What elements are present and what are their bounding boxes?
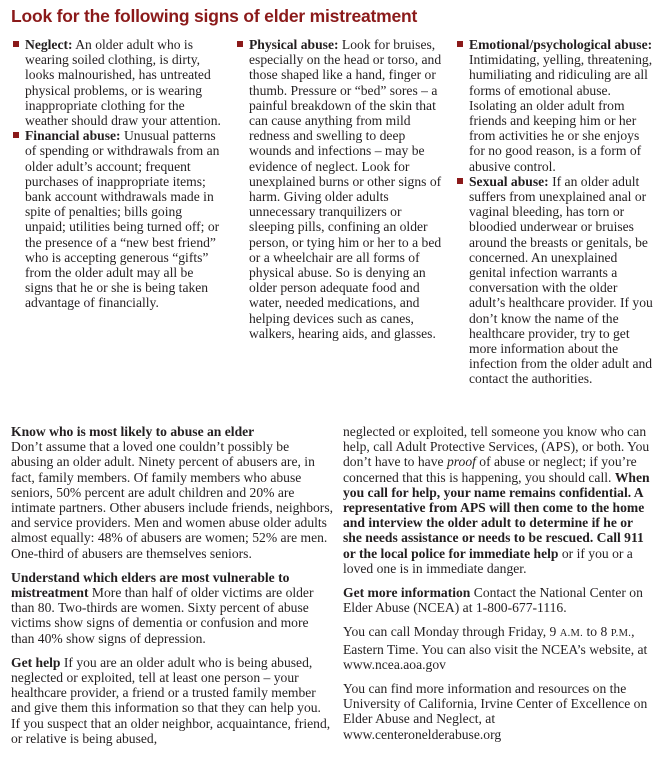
text-sexual-abuse: If an older adult suffers from unexplained anal or vaginal bleeding, has torn or bloodied underwear or bruises around the breasts or genitals, be concerned. An unexplained genital infection warrants a conversation with the older adult’s healthcare provider. If you don’t know the name of the healthcare provider, try to get more information about the infection from the older adult and contact the authorities. [469,173,653,387]
section-understand-vulnerable [11,570,333,646]
section-know-abusers [11,424,333,561]
text-continued-1: neglected or exploited, tell someone you know who can help, call Adult Protective Services, (APS), or both. You don’t have to have [343,424,650,470]
term-emotional-abuse: Emotional/psychological abuse: [469,37,653,52]
term-financial-abuse: Financial abuse: [25,128,121,144]
section-call-hours [343,624,654,672]
section-get-help [11,655,333,746]
column-2 [235,37,443,341]
lower-left-column [11,424,333,755]
square-bullet-icon [457,41,463,47]
section-more-info [343,585,654,615]
text-resources: You can find more information and resources on the University of California, Irvine Center of Excellence on Elder Abuse and Neglect, at www.centeronelderabuse.org [343,681,648,742]
list-item-financial-abuse [11,128,224,310]
text-hours-1: You can call Monday through Friday, 9 [343,624,560,640]
text-emotional-abuse: Intimidating, yelling, threatening, humiliating and ridiculing are all forms of emotional abuse. Isolating an older adult from friends and keeping him or her from activities he or she enjoys for no good reason, is a form of abusive control. [469,52,653,174]
text-physical-abuse: Look for bruises, especially on the head or torso, and those shaped like a hand, finger or thumb. Pressure or “bed” sores – a painful breakdown of the skin that can cause anything from mild redness and swelling to deep wounds and infections – may be evidence of neglect. Look for unexplained burns or other signs of harm. Giving older adults unnecessary tranquilizers or sleeping pills, confining an older person, or tying him or her to a bed or a wheelchair are all forms of physical abuse. So is denying an older person adequate food and water, needed medications, and helping devices such as canes, walkers, hearing aids, and glasses. [249,37,442,341]
heading-know-abusers: Know who is most likely to abuse an elder [11,424,255,439]
text-financial-abuse: Unusual patterns of spending or withdrawals from an older adult’s account; frequent purchases of inappropriate items; bank account withdrawals made in spite of penalties; bills going unpaid; utilities being turned off; or the presence of a “new best friend” who is accepting generous “gifts” from the older adult may all be signs that he or she is being taken advantage of financially. [25,128,220,311]
section-resources [343,681,654,742]
page-title: Look for the following signs of elder mistreatment [11,6,418,26]
text-understand-vulnerable: More than half of older victims are older than 80. Two-thirds are women. Sixty percent of abuse victims show signs of dementia or confusion and more than 40% show signs of depression. [11,585,314,646]
text-continued-2: of abuse or neglect; if you’re concerned that this is happening, you should call. [343,454,637,485]
text-neglect: An older adult who is wearing soiled clothing, is dirty, looks malnourished, has untreated physical problems, or is wearing inappropriate clothing for the weather should draw your attention. [25,37,221,129]
lower-right-column [343,424,654,751]
column-1 [11,37,224,311]
list-item-physical-abuse [235,37,443,341]
list-item-emotional-abuse [455,37,656,174]
list-item-neglect [11,37,224,128]
square-bullet-icon [13,132,19,138]
text-more-info: Contact the National Center on Elder Abuse (NCEA) at 1-800-677-1116. [343,585,643,616]
text-am: A.M. [559,628,584,640]
text-hours-2: to 8 [583,624,611,640]
term-sexual-abuse: Sexual abuse: [469,173,549,189]
list-item-sexual-abuse [455,174,656,387]
square-bullet-icon [237,41,243,47]
text-hours-3: , Eastern Time. You can also visit the NCEA’s website, at www.ncea.aoa.gov [343,624,648,672]
section-get-help-continued [343,424,654,576]
term-physical-abuse: Physical abuse: [249,37,339,52]
heading-more-info: Get more information [343,585,471,601]
text-confidential-bold: When you call for help, your name remains confidential. A representative from APS will then come to the home and interview the older adult to determine if he or she needs assistance or needs to be rescued. Call 911 or the local police for immediate help [343,469,650,561]
term-neglect: Neglect: [25,37,73,52]
text-get-help: If you are an older adult who is being abused, neglected or exploited, tell at least one person – your healthcare provider, a friend or a trusted family member and give them this information so that they can help you. If you suspect that an older neighbor, acquaintance, friend, or relative is being abused, [11,654,331,746]
column-3 [455,37,656,387]
heading-get-help: Get help [11,654,61,670]
square-bullet-icon [457,178,463,184]
text-proof: proof [446,454,476,470]
text-know-abusers: Don’t assume that a loved one couldn’t possibly be abusing an older adult. Ninety percent of abusers are, in fact, family members. Of family members who abuse seniors, 50% percent are adult children and 20% are intimate partners. Other abusers include friends, neighbors, and service providers. Men and women abuse older adults almost equally: 48% of abusers are women; 52% are men. One-third of abusers are themselves seniors. [11,439,334,561]
text-continued-3: or if you or a loved one is in immediate danger. [343,545,633,576]
square-bullet-icon [13,41,19,47]
heading-understand-vulnerable: Understand which elders are most vulnerable to mistreatment [11,569,290,601]
text-pm: P.M. [610,628,632,640]
